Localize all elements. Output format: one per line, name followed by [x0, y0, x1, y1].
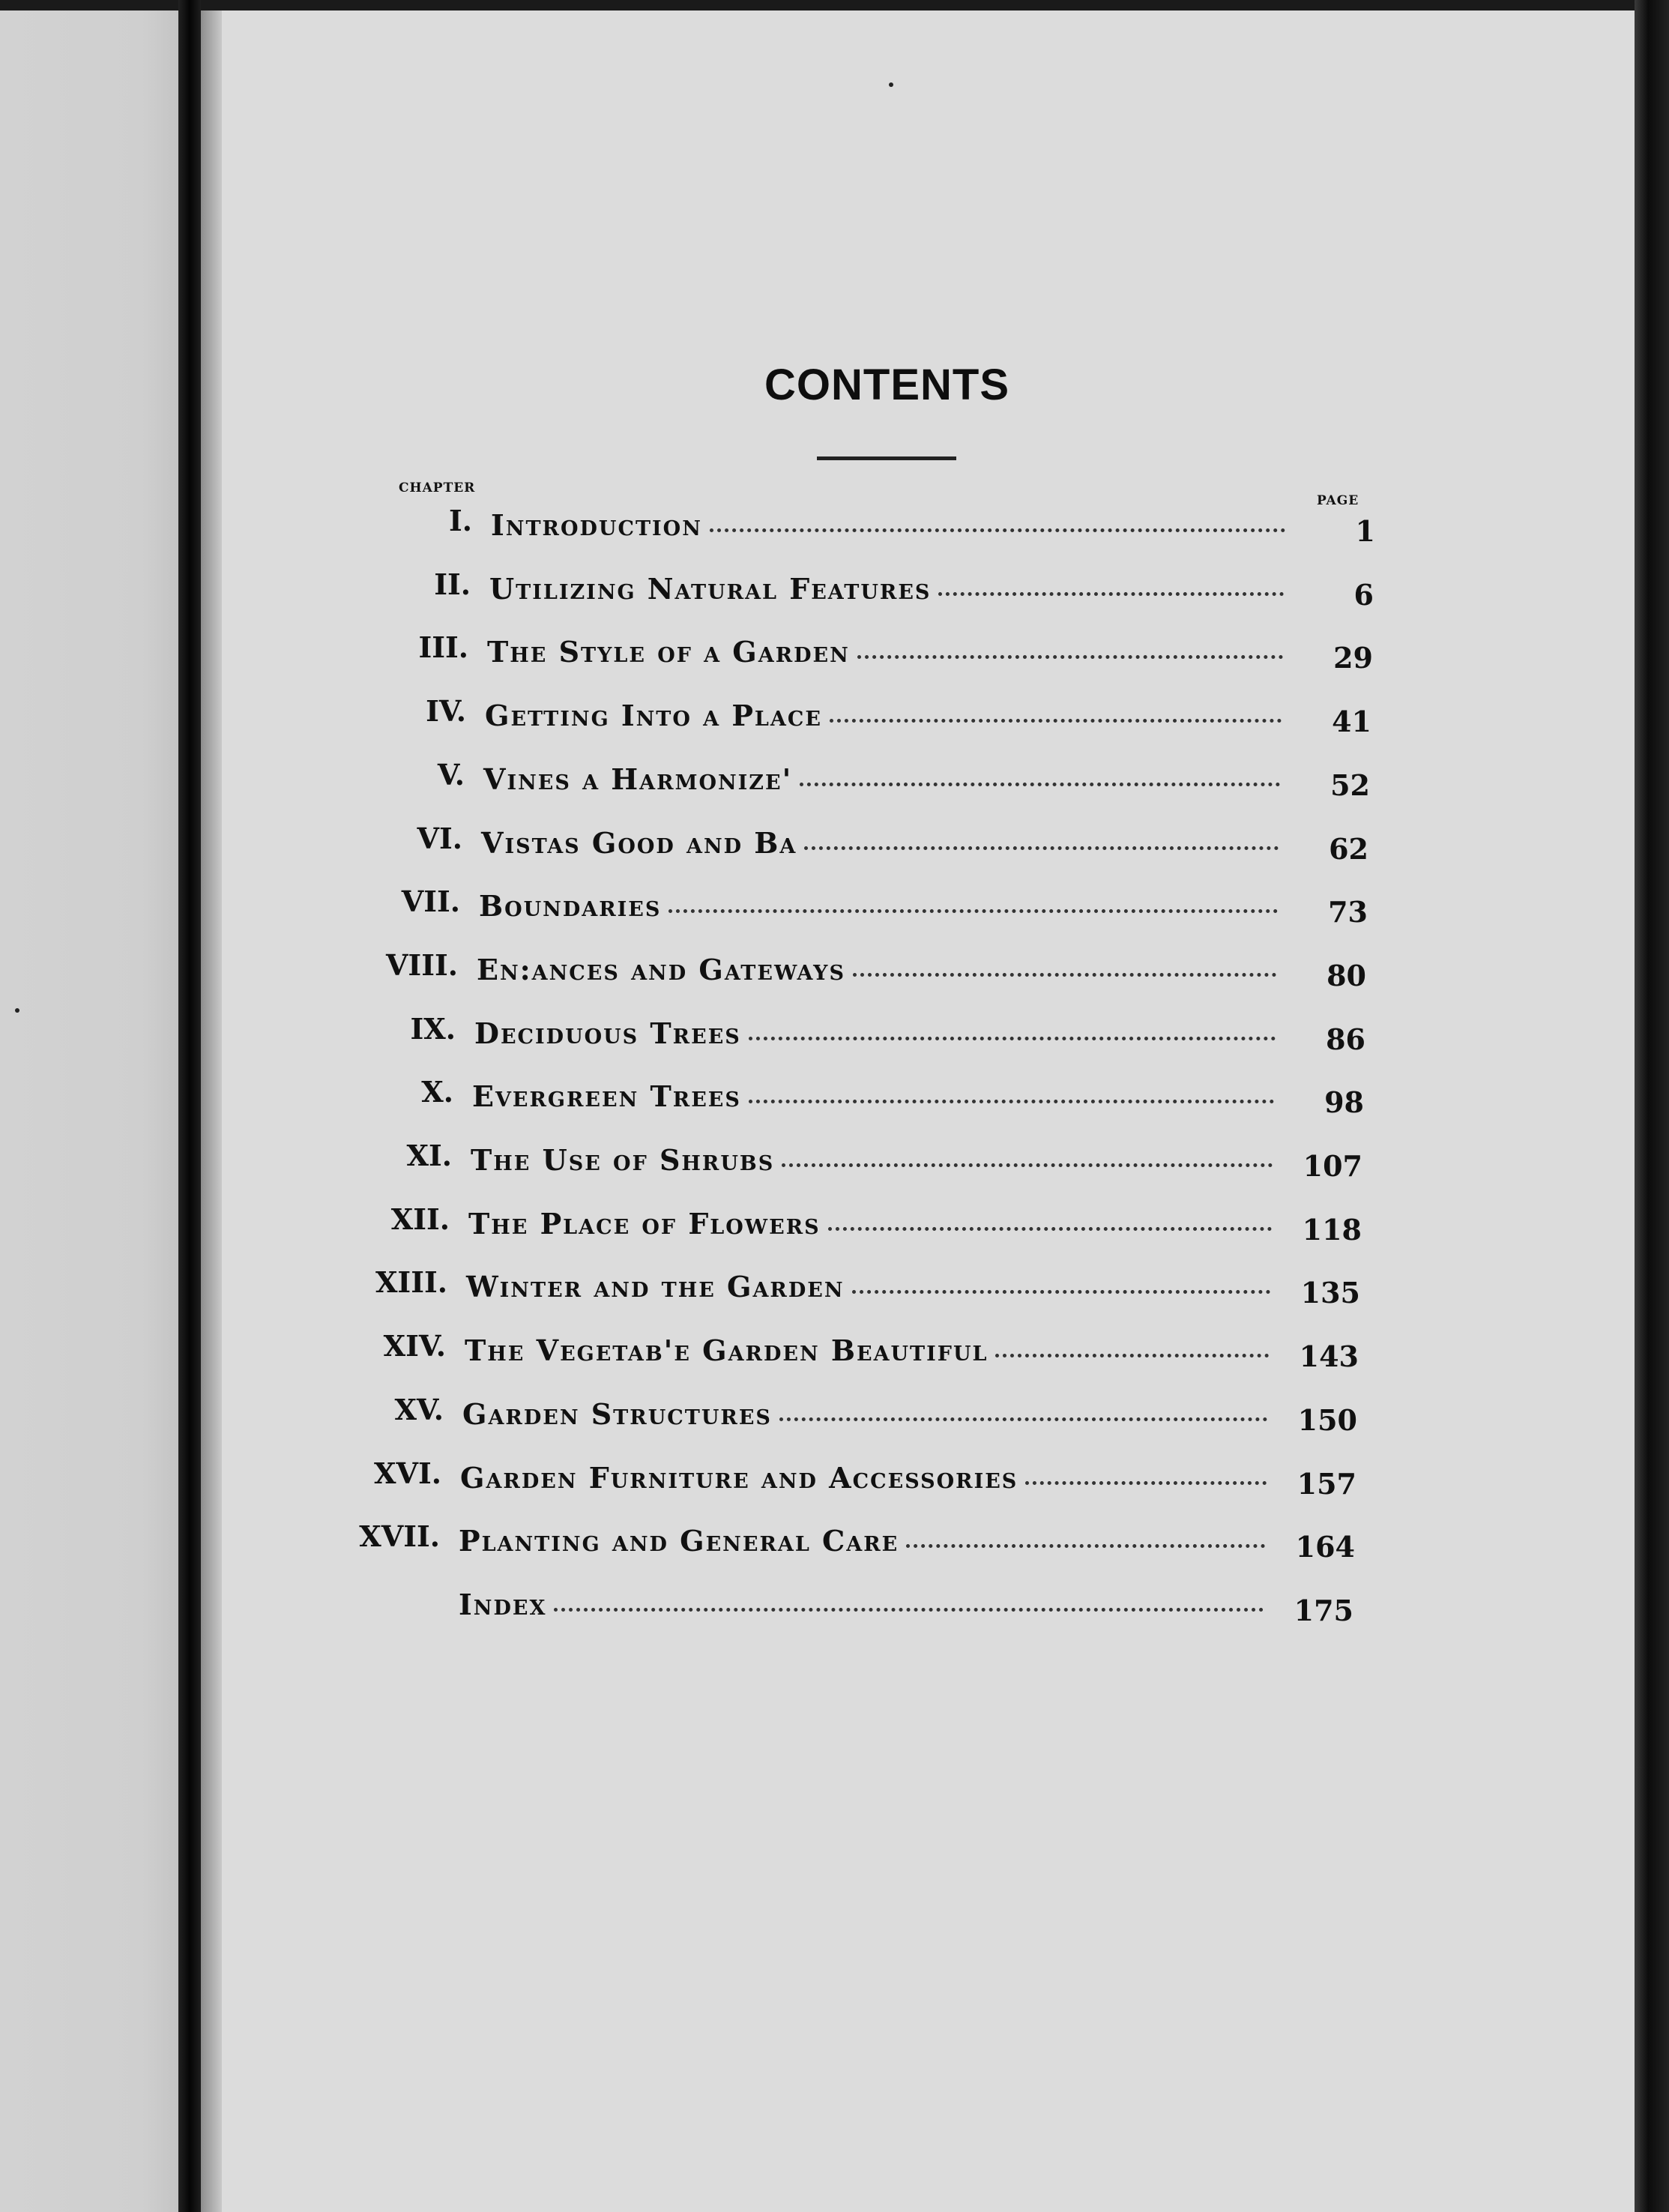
dot-leader [830, 719, 1282, 723]
toc-entry [283, 694, 1371, 739]
chapter-number: XVI. [374, 1456, 441, 1490]
page-number: 6 [1353, 578, 1374, 612]
entry-line [468, 1207, 1279, 1241]
chapter-number: XIII. [375, 1265, 447, 1299]
entry-line [477, 953, 1284, 986]
dot-leader [804, 846, 1279, 850]
page-number: 157 [1297, 1467, 1356, 1501]
chapter-title: Boundaries [479, 889, 662, 923]
page-speck [889, 82, 893, 87]
chapter-number: XII. [390, 1202, 450, 1236]
toc-entry [268, 1139, 1362, 1184]
page-number: 52 [1330, 768, 1370, 802]
dot-leader [710, 528, 1285, 532]
dot-leader [800, 783, 1280, 786]
toc-entry [287, 567, 1374, 612]
entry-line [462, 1397, 1275, 1431]
chapter-title: The Use of Shrubs [471, 1143, 775, 1177]
chapter-title: Utilizing Natural Features [489, 572, 932, 606]
chapter-number: V. [437, 758, 465, 792]
gutter-shadow [201, 10, 222, 2212]
page-number: 150 [1297, 1403, 1357, 1437]
page-number: 135 [1300, 1276, 1360, 1310]
chapter-title: Evergreen Trees [472, 1079, 741, 1113]
toc-entry [264, 1265, 1360, 1310]
chapter-number: X. [421, 1075, 453, 1109]
entry-line [472, 1079, 1282, 1113]
entry-line [465, 1333, 1276, 1367]
entry-line [479, 889, 1285, 923]
toc-entry [279, 822, 1368, 867]
chapter-number: III. [418, 630, 468, 664]
chapter-title: Winter and the Garden [466, 1270, 845, 1304]
dot-leader [782, 1163, 1273, 1167]
entry-line [487, 635, 1291, 669]
dot-leader [668, 909, 1278, 913]
chapter-number: XV. [394, 1393, 444, 1426]
chapter-title: En:ances and Gateways [477, 953, 845, 986]
page-number: 41 [1332, 705, 1371, 738]
entry-line [466, 1270, 1278, 1304]
chapter-title: Garden Structures [462, 1397, 772, 1431]
page-number: 73 [1328, 895, 1368, 929]
page-number: 118 [1302, 1213, 1362, 1247]
toc-entry [262, 1329, 1359, 1374]
toc-entry [285, 630, 1373, 675]
page-number: 29 [1333, 641, 1373, 675]
entry-line [485, 699, 1289, 732]
page-number: 1 [1355, 514, 1375, 548]
chapter-number: XI. [406, 1139, 452, 1172]
entry-line [460, 1461, 1274, 1495]
chapter-title: Planting and General Care [459, 1524, 899, 1558]
page-number: 98 [1324, 1085, 1364, 1119]
entry-line [489, 572, 1291, 606]
toc-entry [260, 1393, 1357, 1438]
entry-line [471, 1143, 1280, 1177]
chapter-number: I. [448, 504, 472, 537]
entry-line [483, 762, 1288, 796]
entry-line [474, 1016, 1283, 1050]
entry-line [459, 1588, 1271, 1621]
chapter-number: XVII. [359, 1519, 440, 1553]
chapter-number: XIV. [383, 1329, 446, 1363]
toc-entry [281, 758, 1370, 803]
chapter-number: VIII. [385, 948, 458, 982]
left-facing-page [0, 10, 178, 2212]
toc-entry [256, 1519, 1355, 1564]
page-speck [15, 1008, 19, 1013]
toc-entry [277, 885, 1368, 929]
page-title: CONTENTS [764, 361, 1009, 409]
chapter-title: Vines a Harmonize' [483, 762, 793, 796]
title-rule [817, 456, 956, 460]
chapter-number: VII. [401, 885, 460, 918]
dot-leader [906, 1544, 1265, 1548]
dot-leader [995, 1354, 1269, 1357]
dot-leader [938, 592, 1284, 596]
chapter-title: The Place of Flowers [468, 1207, 821, 1241]
dot-leader [749, 1037, 1276, 1040]
chapter-title: Introduction [491, 508, 702, 542]
page-number: 107 [1303, 1149, 1362, 1183]
chapter-title: The Style of a Garden [487, 635, 850, 669]
dot-leader [857, 655, 1283, 659]
page-column-label: PAGE [1317, 493, 1359, 508]
dot-leader [853, 973, 1276, 977]
entry-line [481, 826, 1286, 860]
entry-line [459, 1524, 1273, 1558]
page-number: 143 [1299, 1339, 1359, 1373]
page-number: 80 [1327, 959, 1366, 992]
dot-leader [828, 1227, 1272, 1231]
toc-entry [272, 1012, 1365, 1057]
chapter-title: Index [459, 1588, 547, 1621]
scan-right-edge [1635, 0, 1669, 2212]
page-number: 62 [1329, 832, 1368, 866]
chapter-title: Vistas Good and Ba [481, 826, 797, 860]
book-spine [178, 0, 201, 2212]
chapter-title: The Vegetab'e Garden Beautiful [465, 1333, 989, 1367]
chapter-title: Getting Into a Place [485, 699, 822, 732]
toc-entry [270, 1075, 1364, 1120]
dot-leader [779, 1417, 1267, 1421]
chapter-number: IX. [410, 1012, 456, 1046]
page-number: 175 [1294, 1594, 1353, 1627]
chapter-number: VI. [417, 822, 462, 855]
dot-leader [852, 1290, 1270, 1294]
chapter-title: Garden Furniture and Accessories [460, 1461, 1018, 1495]
toc-entry [256, 1583, 1353, 1628]
toc-entry [274, 948, 1366, 993]
toc-entry [258, 1456, 1356, 1501]
entry-line [491, 508, 1293, 542]
toc-entry [289, 504, 1375, 549]
dot-leader [1025, 1481, 1267, 1485]
chapter-number: II. [434, 567, 471, 601]
dot-leader [554, 1608, 1264, 1612]
page-number: 86 [1326, 1022, 1365, 1056]
chapter-number: IV. [426, 694, 466, 728]
toc-entry [266, 1202, 1362, 1247]
dot-leader [749, 1100, 1274, 1103]
page-number: 164 [1295, 1530, 1355, 1564]
chapter-column-label: CHAPTER [399, 480, 476, 495]
chapter-title: Deciduous Trees [474, 1016, 741, 1050]
